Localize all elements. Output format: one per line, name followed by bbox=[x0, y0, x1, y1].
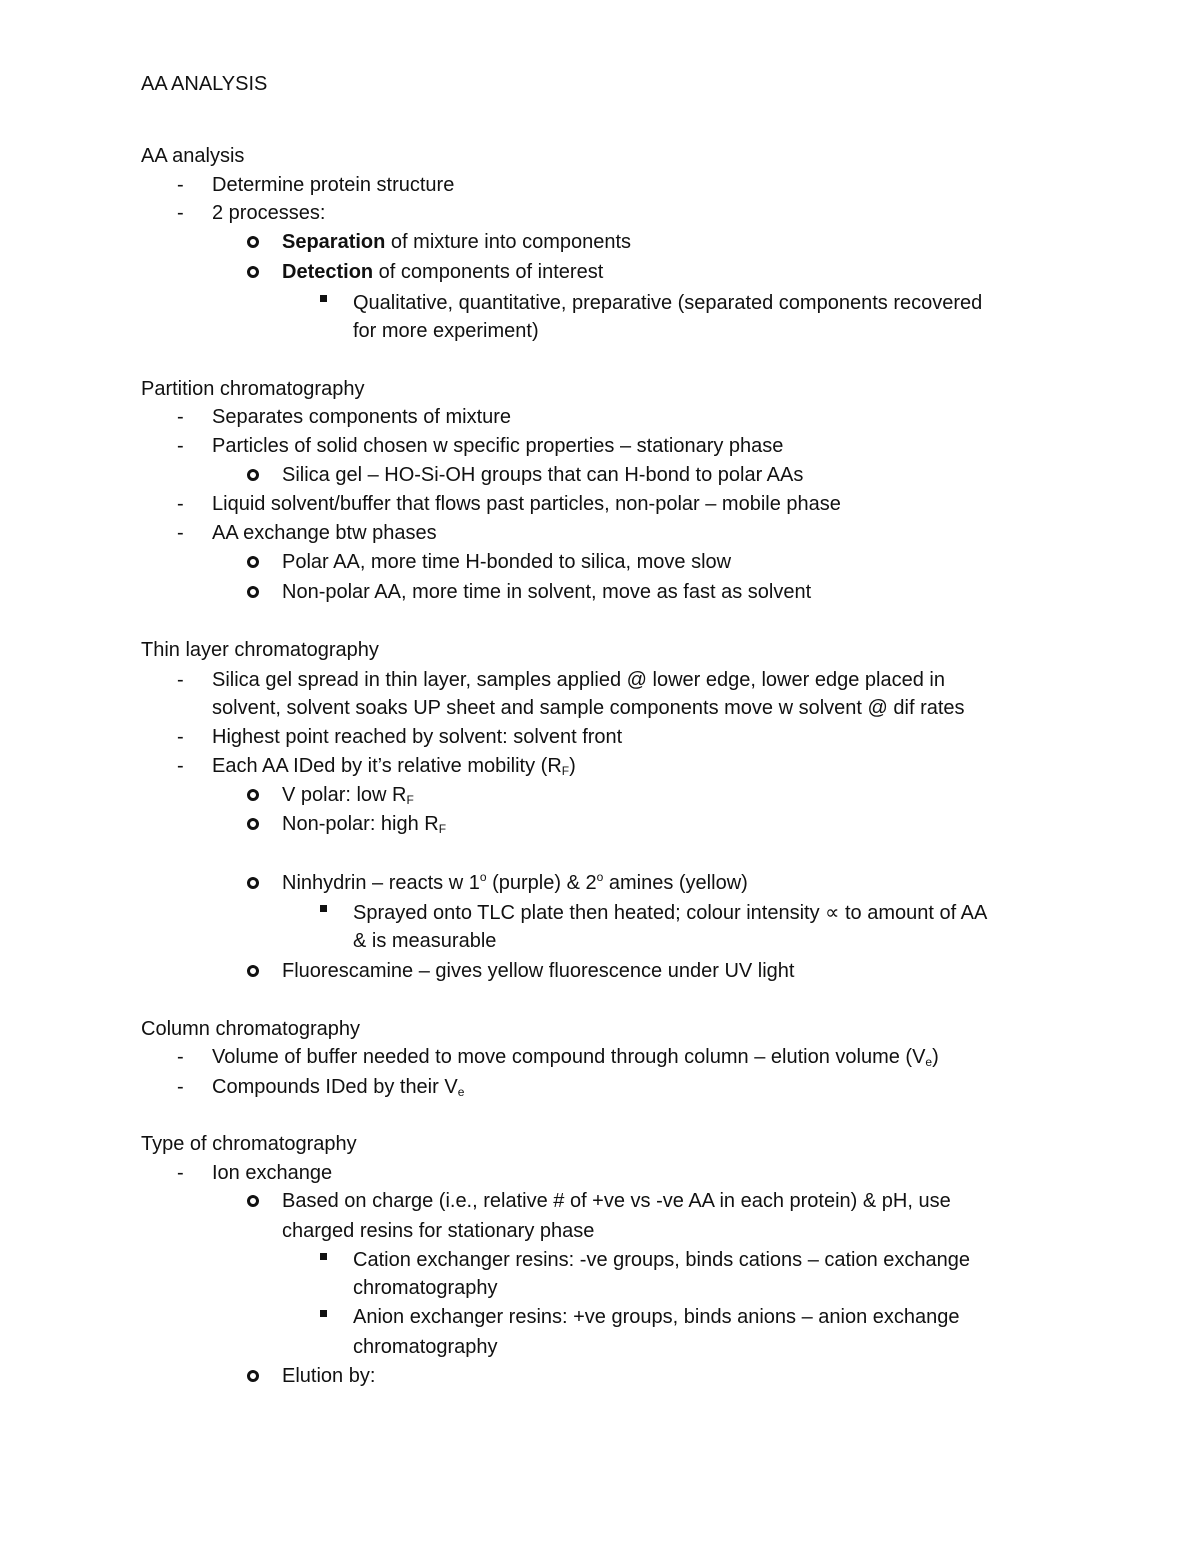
subscript: e bbox=[457, 1085, 465, 1099]
dash-bullet: - bbox=[177, 1076, 184, 1098]
circle-bullet-icon bbox=[247, 1370, 259, 1382]
list-item-text: Volume of buffer needed to move compound through column – elution volume (V bbox=[212, 1046, 926, 1068]
list-item: Determine protein structure bbox=[212, 174, 455, 196]
heading-partition-chromatography: Partition chromatography bbox=[141, 378, 365, 400]
list-item-continuation: chromatography bbox=[353, 1336, 498, 1358]
list-item bbox=[282, 811, 446, 837]
square-bullet-icon bbox=[320, 1310, 327, 1317]
list-item: Particles of solid chosen w specific properties – stationary phase bbox=[212, 435, 784, 457]
subscript: F bbox=[561, 764, 570, 778]
bold-term: Detection bbox=[282, 261, 374, 283]
list-item-text: ) bbox=[932, 1046, 939, 1068]
circle-bullet-icon bbox=[247, 789, 259, 801]
list-item bbox=[282, 782, 414, 808]
dash-bullet: - bbox=[177, 493, 184, 515]
list-item: Silica gel spread in thin layer, samples applied @ lower edge, lower edge placed in bbox=[212, 669, 945, 691]
dash-bullet: - bbox=[177, 435, 184, 457]
list-item: 2 processes: bbox=[212, 202, 326, 224]
list-item: Qualitative, quantitative, preparative (separated components recovered bbox=[353, 292, 983, 314]
subscript: F bbox=[406, 793, 414, 807]
list-item-continuation: chromatography bbox=[353, 1277, 498, 1299]
list-item: Cation exchanger resins: -ve groups, binds cations – cation exchange bbox=[353, 1249, 971, 1271]
circle-bullet-icon bbox=[247, 877, 259, 889]
heading-type-of-chromatography: Type of chromatography bbox=[141, 1133, 357, 1155]
list-item-continuation: & is measurable bbox=[353, 930, 497, 952]
superscript: o bbox=[596, 870, 604, 884]
list-item-text: Each AA IDed by it’s relative mobility (R bbox=[212, 755, 562, 777]
list-item: AA exchange btw phases bbox=[212, 522, 437, 544]
list-item bbox=[282, 870, 748, 896]
list-item: Ion exchange bbox=[212, 1162, 333, 1184]
square-bullet-icon bbox=[320, 905, 327, 912]
list-item-text: Non-polar: high R bbox=[282, 813, 439, 835]
subscript: F bbox=[438, 822, 447, 836]
heading-thin-layer-chromatography: Thin layer chromatography bbox=[141, 639, 379, 661]
list-item: Polar AA, more time H-bonded to silica, move slow bbox=[282, 551, 732, 573]
circle-bullet-icon bbox=[247, 266, 259, 278]
circle-bullet-icon bbox=[247, 965, 259, 977]
list-item: Based on charge (i.e., relative # of +ve vs -ve AA in each protein) & pH, use bbox=[282, 1190, 951, 1212]
heading-column-chromatography: Column chromatography bbox=[141, 1018, 360, 1040]
list-item: Silica gel – HO-Si-OH groups that can H-bond to polar AAs bbox=[282, 464, 804, 486]
dash-bullet: - bbox=[177, 522, 184, 544]
bold-term: Separation bbox=[282, 231, 386, 253]
dash-bullet: - bbox=[177, 1046, 184, 1068]
circle-bullet-icon bbox=[247, 818, 259, 830]
circle-bullet-icon bbox=[247, 236, 259, 248]
dash-bullet: - bbox=[177, 726, 184, 748]
square-bullet-icon bbox=[320, 295, 327, 302]
list-item: Liquid solvent/buffer that flows past particles, non-polar – mobile phase bbox=[212, 493, 841, 515]
list-item-text: ) bbox=[569, 755, 576, 777]
list-item: Sprayed onto TLC plate then heated; colour intensity ∝ to amount of AA bbox=[353, 902, 988, 924]
list-item: Elution by: bbox=[282, 1365, 376, 1387]
list-item-text: of mixture into components bbox=[385, 231, 632, 253]
list-item-text: of components of interest bbox=[373, 261, 604, 283]
circle-bullet-icon bbox=[247, 1195, 259, 1207]
list-item-text: Ninhydrin – reacts w 1 bbox=[282, 872, 480, 894]
list-item: Anion exchanger resins: +ve groups, binds anions – anion exchange bbox=[353, 1306, 960, 1328]
list-item bbox=[212, 753, 576, 779]
list-item-text: (purple) & 2 bbox=[486, 872, 597, 894]
subscript: e bbox=[925, 1055, 933, 1069]
dash-bullet: - bbox=[177, 755, 184, 777]
dash-bullet: - bbox=[177, 174, 184, 196]
list-item: Fluorescamine – gives yellow fluorescence under UV light bbox=[282, 960, 795, 982]
list-item bbox=[212, 1044, 939, 1070]
list-item-text: V polar: low R bbox=[282, 784, 407, 806]
list-item-text: amines (yellow) bbox=[603, 872, 748, 894]
list-item: Highest point reached by solvent: solvent front bbox=[212, 726, 623, 748]
list-item-continuation: charged resins for stationary phase bbox=[282, 1220, 595, 1242]
circle-bullet-icon bbox=[247, 469, 259, 481]
list-item-text: Compounds IDed by their V bbox=[212, 1076, 458, 1098]
dash-bullet: - bbox=[177, 669, 184, 691]
dash-bullet: - bbox=[177, 406, 184, 428]
dash-bullet: - bbox=[177, 202, 184, 224]
document-title: AA ANALYSIS bbox=[141, 73, 268, 95]
list-item: Non-polar AA, more time in solvent, move as fast as solvent bbox=[282, 581, 812, 603]
square-bullet-icon bbox=[320, 1253, 327, 1260]
list-item-continuation: for more experiment) bbox=[353, 320, 539, 342]
heading-aa-analysis: AA analysis bbox=[141, 145, 245, 167]
list-item bbox=[212, 1074, 464, 1100]
circle-bullet-icon bbox=[247, 556, 259, 568]
circle-bullet-icon bbox=[247, 586, 259, 598]
list-item-continuation: solvent, solvent soaks UP sheet and sample components move w solvent @ dif rates bbox=[212, 697, 965, 719]
dash-bullet: - bbox=[177, 1162, 184, 1184]
list-item bbox=[282, 259, 603, 285]
superscript: o bbox=[479, 870, 487, 884]
list-item bbox=[282, 229, 631, 255]
list-item: Separates components of mixture bbox=[212, 406, 512, 428]
